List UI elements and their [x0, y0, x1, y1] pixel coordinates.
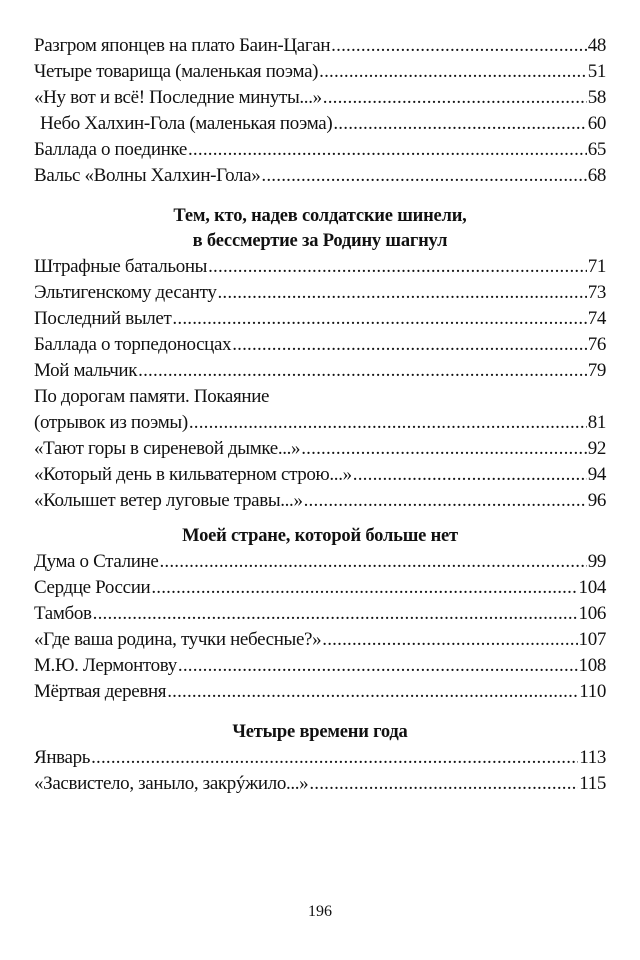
toc-leader-dots [331, 33, 587, 59]
toc-entry [34, 280, 606, 306]
toc-entry-page: 107 [578, 629, 606, 650]
toc-entry-title: «Тают горы в сиреневой дымке...» [34, 438, 301, 459]
toc-entry [34, 575, 606, 601]
toc-entry [34, 488, 606, 514]
toc-leader-dots [151, 575, 577, 601]
toc-entry [34, 462, 606, 488]
toc-entry-page: 92 [587, 438, 606, 459]
toc-entry-title: Мой мальчик [34, 360, 138, 381]
toc-leader-dots [309, 771, 578, 797]
toc-entry-title: Вальс «Волны Халхин-Гола» [34, 165, 261, 186]
toc-entry-page: 76 [587, 334, 606, 355]
toc-entry-page: 113 [579, 747, 606, 768]
section-heading [34, 524, 606, 549]
toc-entry-title: Последний вылет [34, 308, 172, 329]
toc-entry-page: 104 [578, 577, 606, 598]
toc-entry [34, 85, 606, 111]
toc-entry [34, 33, 606, 59]
toc-entry [34, 410, 606, 436]
toc-entry [34, 771, 606, 797]
toc-leader-dots [167, 679, 578, 705]
toc-entry-page: 74 [587, 308, 606, 329]
toc-entry-page: 60 [587, 113, 606, 134]
section-heading-line: Четыре времени года [232, 722, 408, 742]
toc-entry-title: Разгром японцев на плато Баин-Цаган [34, 35, 331, 56]
toc-entry-title: «Где ваша родина, тучки небесные?» [34, 629, 322, 650]
toc-entry [34, 254, 606, 280]
toc-leader-dots [261, 163, 586, 189]
toc-entry-title: «Колышет ветер луговые травы...» [34, 490, 303, 511]
toc-entry-title: Штрафные батальоны [34, 256, 208, 277]
section-heading-line: Моей стране, которой больше нет [182, 526, 458, 546]
toc-entry-page: 99 [587, 551, 606, 572]
section-heading-line: Тем, кто, надев солдатские шинели, [173, 206, 467, 226]
toc-leader-dots [138, 358, 587, 384]
toc-entry [34, 59, 606, 85]
toc-leader-dots [93, 601, 578, 627]
toc-entry-title: «Ну вот и всё! Последние минуты...» [34, 87, 322, 108]
toc-entry [34, 627, 606, 653]
toc-entry-page: 73 [587, 282, 606, 303]
toc-entry-page: 58 [587, 87, 606, 108]
toc-leader-dots [304, 488, 587, 514]
toc-entry [34, 601, 606, 627]
toc-entry-page: 96 [587, 490, 606, 511]
toc-entry-title: Январь [34, 747, 91, 768]
toc-entry [34, 163, 606, 189]
toc-entry-page: 110 [579, 681, 606, 702]
toc-entry-title: «Засвистело, заныло, закрýжило...» [34, 773, 309, 794]
toc-entry [34, 332, 606, 358]
toc-entry-page: 68 [587, 165, 606, 186]
toc-leader-dots [208, 254, 587, 280]
toc-entry-page: 94 [587, 464, 606, 485]
toc-leader-dots [333, 111, 586, 137]
toc-entry [34, 436, 606, 462]
toc-leader-dots [159, 549, 586, 575]
table-of-contents [34, 33, 606, 797]
toc-entry [34, 137, 606, 163]
toc-entry-page: 51 [587, 61, 606, 82]
toc-leader-dots [91, 745, 578, 771]
toc-leader-dots [353, 462, 587, 488]
toc-entry-title: Четыре товарища (маленькая поэма) [34, 61, 319, 82]
toc-entry-page: 108 [578, 655, 606, 676]
toc-leader-dots [322, 627, 577, 653]
toc-entry-page: 48 [587, 35, 606, 56]
toc-leader-dots [189, 410, 587, 436]
toc-leader-dots [172, 306, 586, 332]
section-heading-line: в бессмертие за Родину шагнул [192, 231, 448, 251]
toc-entry-title: Сердце России [34, 577, 151, 598]
toc-leader-dots [178, 653, 578, 679]
toc-entry-page: 65 [587, 139, 606, 160]
toc-entry-title: «Который день в кильватерном строю...» [34, 464, 352, 485]
toc-entry-title: Дума о Сталине [34, 551, 159, 572]
toc-leader-dots [301, 436, 586, 462]
toc-entry-page: 71 [587, 256, 606, 277]
toc-entry-page: 115 [579, 773, 606, 794]
page-number: 196 [308, 903, 332, 920]
toc-entry-title: Тамбов [34, 603, 92, 624]
toc-leader-dots [323, 85, 587, 111]
toc-entry [34, 653, 606, 679]
section-spacer [34, 189, 606, 204]
toc-entry-title: Баллада о торпедоносцах [34, 334, 232, 355]
toc-entry [34, 111, 606, 137]
toc-leader-dots [232, 332, 586, 358]
toc-entry [34, 358, 606, 384]
toc-entry-page: 79 [587, 360, 606, 381]
toc-entry-title: М.Ю. Лермонтову [34, 655, 177, 676]
toc-entry [34, 745, 606, 771]
toc-entry-title: Мёртвая деревня [34, 681, 167, 702]
toc-entry-title: Баллада о поединке [34, 139, 187, 160]
section-spacer [34, 705, 606, 720]
toc-entry-title: Небо Халхин-Гола (маленькая поэма) [40, 113, 333, 134]
section-spacer [34, 514, 606, 524]
toc-leader-dots [319, 59, 587, 85]
toc-leader-dots [217, 280, 586, 306]
section-heading [34, 204, 606, 254]
toc-entry-page: 106 [578, 603, 606, 624]
toc-entry [34, 679, 606, 705]
toc-entry-title: Эльтигенскому десанту [34, 282, 217, 303]
toc-entry-page: 81 [587, 412, 606, 433]
section-heading [34, 720, 606, 745]
toc-entry-title: (отрывок из поэмы) [34, 412, 188, 433]
toc-entry-title-line: По дорогам памяти. Покаяние [34, 386, 270, 407]
toc-entry [34, 306, 606, 332]
toc-leader-dots [188, 137, 587, 163]
toc-entry [34, 549, 606, 575]
